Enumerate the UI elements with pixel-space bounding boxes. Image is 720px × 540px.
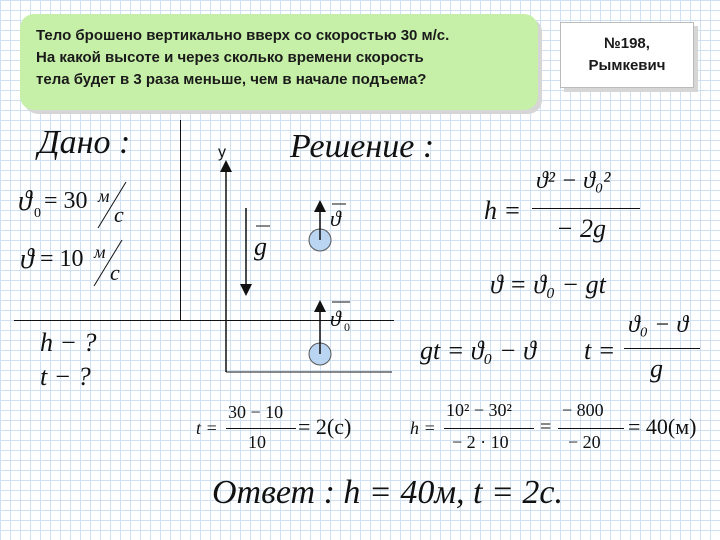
calc-time-lhs: t = [196, 418, 218, 438]
solution-title: Решение : [290, 128, 435, 165]
problem-line-2: На какой высоте и через сколько времени скорость [36, 49, 424, 66]
calc-height-lhs: h = [410, 418, 436, 438]
given-title: Дано : [38, 124, 131, 161]
reference-number: №198, [604, 35, 650, 52]
calc-time-denominator: 10 [248, 432, 266, 452]
given-v0-symbol: ϑ [18, 186, 32, 217]
initial-velocity-subscript: 0 [344, 320, 350, 334]
given-v0-subscript: 0 [34, 206, 41, 221]
formula-height-numerator: ϑ² − ϑ₀² [536, 168, 611, 194]
formula-height-fraction-bar [532, 208, 640, 209]
given-v0-unit-slash [98, 182, 126, 228]
calc-height-numerator-2: − 800 [562, 400, 604, 420]
calc-time-result: = 2(с) [298, 414, 352, 439]
problem-line-3: тела будет в 3 раза меньше, чем в начале подъема? [36, 71, 427, 88]
given-v-unit-num: м [94, 242, 106, 262]
velocity-label: ϑ [330, 206, 341, 231]
initial-velocity-label: ϑ [330, 306, 341, 331]
formula-time-numerator: ϑ₀ − ϑ [628, 312, 689, 338]
find-height: h − ? [40, 328, 97, 357]
calc-time-numerator: 30 − 10 [228, 402, 284, 422]
formula-gt: gt = ϑ₀ − ϑ [420, 336, 536, 365]
answer: Ответ : h = 40м, t = 2с. [212, 474, 564, 511]
given-v0-value: = 30 [44, 188, 88, 214]
given-v0-unit-num: м [98, 186, 110, 206]
gravity-label: g [254, 232, 267, 261]
calc-height-denominator-2: − 20 [568, 432, 601, 452]
formula-height-denominator: − 2g [556, 214, 607, 243]
problem-line-1: Тело брошено вертикально вверх со скоростью 30 м/с. [36, 27, 450, 44]
calc-height-equals: = [540, 416, 552, 438]
calc-height-numerator-1: 10² − 30² [446, 400, 512, 420]
given-v-unit-slash [94, 240, 122, 286]
formula-time-denominator: g [650, 354, 663, 383]
calc-height-fraction-bar-1 [444, 428, 534, 429]
calc-time-fraction-bar [226, 428, 296, 429]
given-v0-unit-den: с [114, 202, 124, 227]
find-time: t − ? [40, 362, 91, 391]
reference-author: Рымкевич [588, 57, 666, 74]
y-axis-label: y [218, 144, 226, 161]
calc-height-denominator-1: − 2 · 10 [452, 432, 509, 452]
formula-height-lhs: h = [484, 196, 522, 225]
given-v-unit-den: с [110, 260, 120, 285]
calc-height-fraction-bar-2 [558, 428, 624, 429]
formula-time-fraction-bar [624, 348, 700, 349]
formula-velocity: ϑ = ϑ₀ − gt [490, 270, 606, 299]
given-v-symbol: ϑ [20, 244, 34, 275]
given-v-value: = 10 [40, 246, 84, 272]
formula-time-lhs: t = [584, 336, 616, 365]
calc-height-result: = 40(м) [628, 414, 697, 439]
